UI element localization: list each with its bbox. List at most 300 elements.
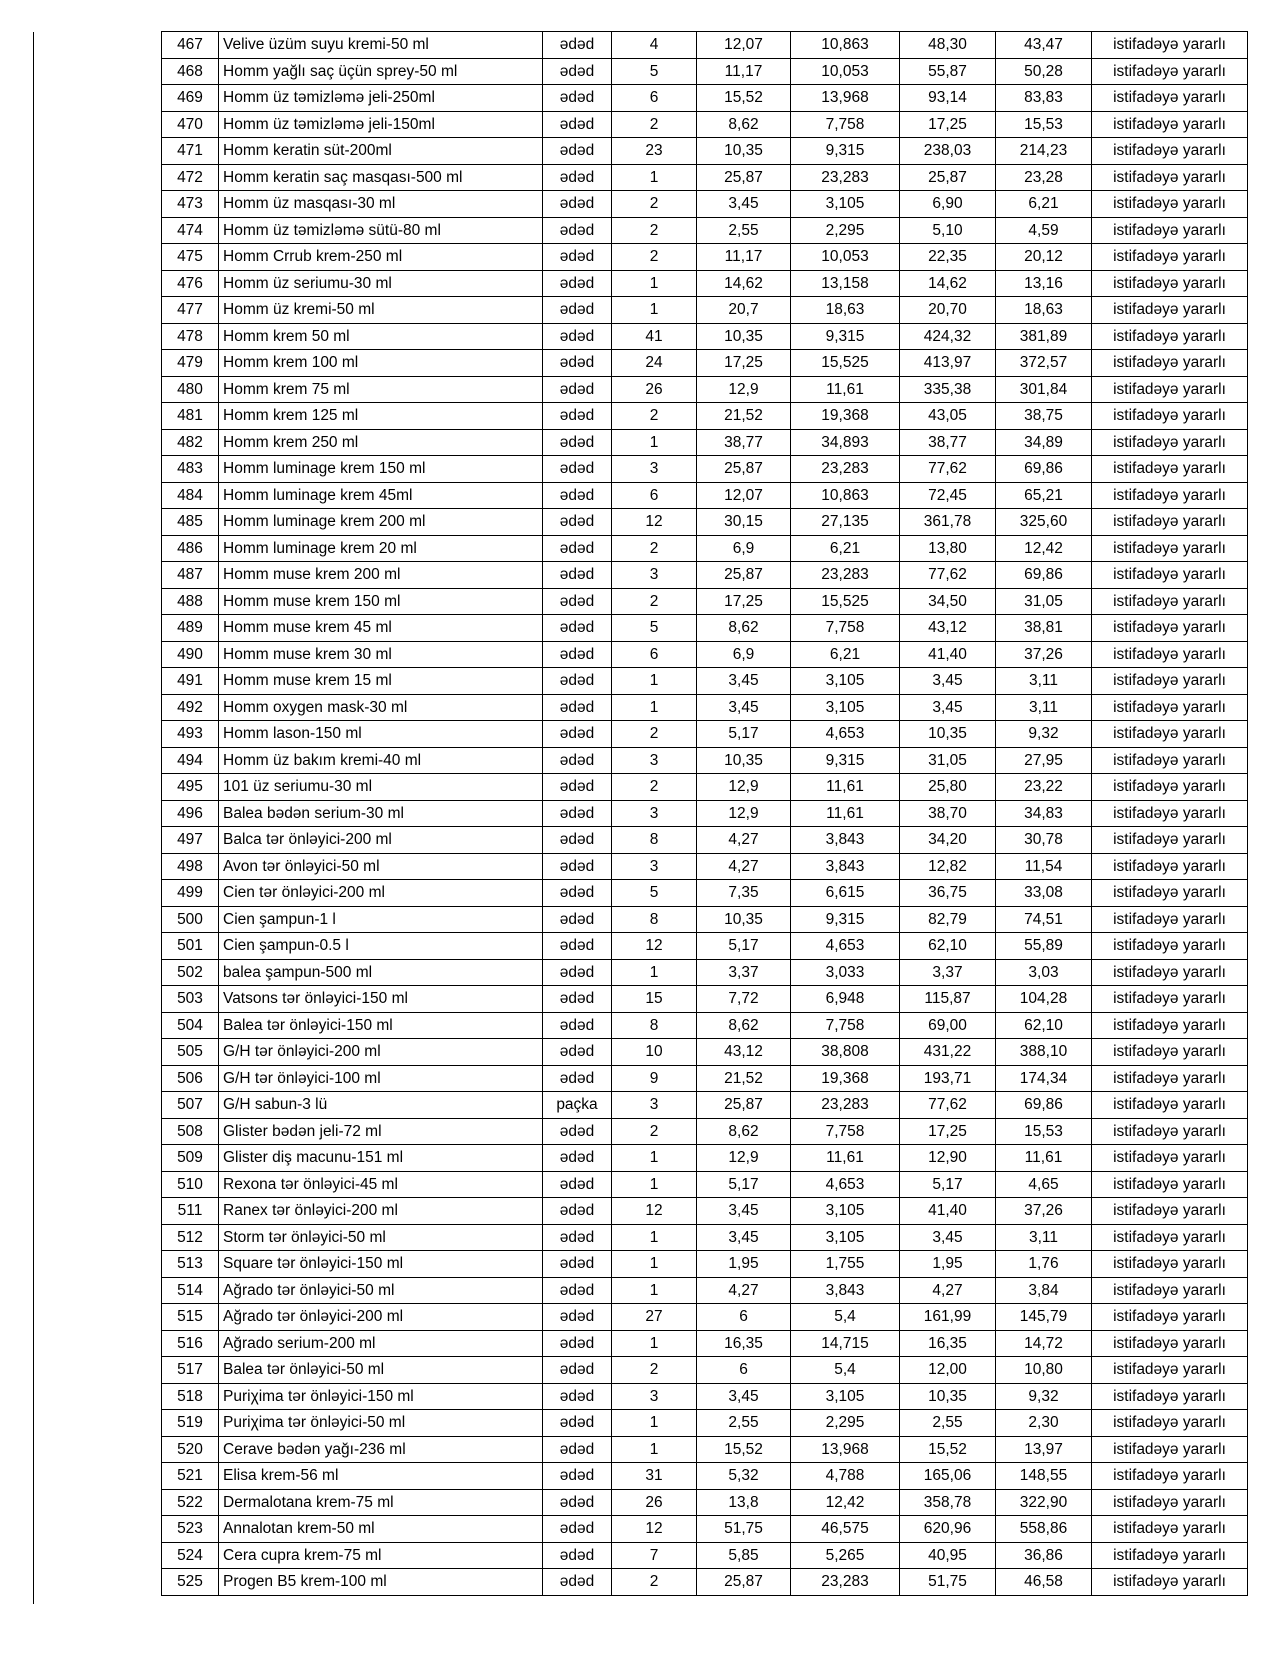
total-amount-net-cell: 46,58 [996,1569,1092,1596]
item-name-cell: Balca tər önləyici-200 ml [219,827,543,854]
row-number-cell: 507 [162,1092,219,1119]
row-number-cell: 491 [162,668,219,695]
status-cell: istifadəyə yararlı [1092,1516,1248,1543]
unit-price-net-cell: 5,265 [791,1542,900,1569]
row-number-cell: 481 [162,403,219,430]
table-row [162,800,1248,827]
status-cell: istifadəyə yararlı [1092,747,1248,774]
status-cell: istifadəyə yararlı [1092,85,1248,112]
table-row [162,1383,1248,1410]
total-amount-cell: 77,62 [900,1092,996,1119]
total-amount-net-cell: 27,95 [996,747,1092,774]
quantity-cell: 1 [612,429,697,456]
table-row [162,1304,1248,1331]
table-row [162,774,1248,801]
item-name-cell: Velive üzüm suyu kremi-50 ml [219,32,543,59]
row-number-cell: 498 [162,853,219,880]
status-cell: istifadəyə yararlı [1092,1410,1248,1437]
status-cell: istifadəyə yararlı [1092,1039,1248,1066]
quantity-cell: 26 [612,1489,697,1516]
unit-price-cell: 2,55 [697,217,791,244]
total-amount-cell: 38,77 [900,429,996,456]
row-number-cell: 524 [162,1542,219,1569]
row-number-cell: 495 [162,774,219,801]
table-row [162,933,1248,960]
total-amount-cell: 165,06 [900,1463,996,1490]
total-amount-cell: 10,35 [900,721,996,748]
row-number-cell: 525 [162,1569,219,1596]
row-number-cell: 513 [162,1251,219,1278]
unit-cell: ədəd [543,827,612,854]
item-name-cell: Ağrado tər önləyici-50 ml [219,1277,543,1304]
unit-price-net-cell: 13,158 [791,270,900,297]
unit-price-net-cell: 6,615 [791,880,900,907]
unit-price-cell: 25,87 [697,164,791,191]
row-number-cell: 480 [162,376,219,403]
total-amount-cell: 31,05 [900,747,996,774]
total-amount-net-cell: 38,75 [996,403,1092,430]
status-cell: istifadəyə yararlı [1092,350,1248,377]
total-amount-cell: 22,35 [900,244,996,271]
table-row [162,138,1248,165]
unit-price-net-cell: 14,715 [791,1330,900,1357]
unit-cell: ədəd [543,1145,612,1172]
unit-cell: paçka [543,1092,612,1119]
unit-price-cell: 3,45 [697,1224,791,1251]
total-amount-net-cell: 14,72 [996,1330,1092,1357]
item-name-cell: Balea tər önləyici-150 ml [219,1012,543,1039]
row-number-cell: 511 [162,1198,219,1225]
total-amount-cell: 3,37 [900,959,996,986]
table-row [162,350,1248,377]
item-name-cell: Balea tər önləyici-50 ml [219,1357,543,1384]
table-row [162,217,1248,244]
unit-price-net-cell: 3,843 [791,853,900,880]
unit-price-cell: 6 [697,1357,791,1384]
unit-price-net-cell: 19,368 [791,1065,900,1092]
total-amount-net-cell: 9,32 [996,1383,1092,1410]
total-amount-cell: 6,90 [900,191,996,218]
unit-price-cell: 12,9 [697,376,791,403]
status-cell: istifadəyə yararlı [1092,482,1248,509]
status-cell: istifadəyə yararlı [1092,1251,1248,1278]
unit-price-cell: 10,35 [697,906,791,933]
unit-price-cell: 17,25 [697,350,791,377]
row-number-cell: 487 [162,562,219,589]
unit-price-net-cell: 4,653 [791,933,900,960]
item-name-cell: Homm üz seriumu-30 ml [219,270,543,297]
table-row [162,747,1248,774]
unit-price-net-cell: 11,61 [791,800,900,827]
unit-price-net-cell: 11,61 [791,1145,900,1172]
unit-price-net-cell: 34,893 [791,429,900,456]
quantity-cell: 12 [612,509,697,536]
total-amount-cell: 424,32 [900,323,996,350]
quantity-cell: 2 [612,721,697,748]
status-cell: istifadəyə yararlı [1092,244,1248,271]
unit-price-net-cell: 3,033 [791,959,900,986]
quantity-cell: 8 [612,1012,697,1039]
table-row [162,429,1248,456]
status-cell: istifadəyə yararlı [1092,906,1248,933]
item-name-cell: Puriχima tər önləyici-50 ml [219,1410,543,1437]
item-name-cell: Homm Crrub krem-250 ml [219,244,543,271]
quantity-cell: 1 [612,1330,697,1357]
unit-price-net-cell: 7,758 [791,1118,900,1145]
table-row [162,323,1248,350]
row-number-cell: 492 [162,694,219,721]
unit-price-net-cell: 7,758 [791,615,900,642]
row-number-cell: 488 [162,588,219,615]
status-cell: istifadəyə yararlı [1092,959,1248,986]
unit-cell: ədəd [543,1277,612,1304]
total-amount-cell: 3,45 [900,668,996,695]
unit-price-cell: 5,17 [697,721,791,748]
total-amount-net-cell: 325,60 [996,509,1092,536]
unit-cell: ədəd [543,244,612,271]
quantity-cell: 15 [612,986,697,1013]
total-amount-cell: 16,35 [900,1330,996,1357]
unit-price-cell: 8,62 [697,1118,791,1145]
row-number-cell: 503 [162,986,219,1013]
total-amount-net-cell: 12,42 [996,535,1092,562]
total-amount-cell: 43,05 [900,403,996,430]
quantity-cell: 2 [612,191,697,218]
total-amount-cell: 93,14 [900,85,996,112]
row-number-cell: 494 [162,747,219,774]
status-cell: istifadəyə yararlı [1092,535,1248,562]
item-name-cell: Glister bədən jeli-72 ml [219,1118,543,1145]
unit-price-net-cell: 6,21 [791,641,900,668]
unit-price-cell: 6,9 [697,535,791,562]
unit-price-net-cell: 3,843 [791,1277,900,1304]
table-row [162,191,1248,218]
total-amount-cell: 413,97 [900,350,996,377]
status-cell: istifadəyə yararlı [1092,641,1248,668]
table-row [162,1516,1248,1543]
item-name-cell: Puriχima tər önləyici-150 ml [219,1383,543,1410]
table-row [162,1092,1248,1119]
item-name-cell: Elisa krem-56 ml [219,1463,543,1490]
item-name-cell: Homm krem 50 ml [219,323,543,350]
item-name-cell: Homm lason-150 ml [219,721,543,748]
item-name-cell: Homm üz təmizləmə jeli-250ml [219,85,543,112]
unit-price-net-cell: 3,105 [791,191,900,218]
unit-price-net-cell: 9,315 [791,323,900,350]
row-number-cell: 514 [162,1277,219,1304]
table-row [162,1277,1248,1304]
unit-price-net-cell: 4,788 [791,1463,900,1490]
unit-price-net-cell: 23,283 [791,164,900,191]
table-row [162,58,1248,85]
total-amount-cell: 15,52 [900,1436,996,1463]
quantity-cell: 3 [612,1383,697,1410]
total-amount-cell: 238,03 [900,138,996,165]
row-number-cell: 501 [162,933,219,960]
row-number-cell: 468 [162,58,219,85]
quantity-cell: 2 [612,111,697,138]
inventory-table [161,31,1248,1596]
unit-price-cell: 38,77 [697,429,791,456]
item-name-cell: Homm muse krem 150 ml [219,588,543,615]
unit-cell: ədəd [543,880,612,907]
table-row [162,456,1248,483]
total-amount-cell: 10,35 [900,1383,996,1410]
status-cell: istifadəyə yararlı [1092,1304,1248,1331]
total-amount-cell: 69,00 [900,1012,996,1039]
unit-cell: ədəd [543,668,612,695]
row-number-cell: 510 [162,1171,219,1198]
item-name-cell: Homm üz masqası-30 ml [219,191,543,218]
item-name-cell: Homm luminage krem 20 ml [219,535,543,562]
row-number-cell: 496 [162,800,219,827]
table-row [162,270,1248,297]
total-amount-net-cell: 83,83 [996,85,1092,112]
quantity-cell: 1 [612,1436,697,1463]
quantity-cell: 12 [612,1516,697,1543]
total-amount-cell: 161,99 [900,1304,996,1331]
quantity-cell: 1 [612,297,697,324]
unit-cell: ədəd [543,721,612,748]
row-number-cell: 493 [162,721,219,748]
total-amount-cell: 14,62 [900,270,996,297]
total-amount-cell: 43,12 [900,615,996,642]
total-amount-cell: 77,62 [900,562,996,589]
status-cell: istifadəyə yararlı [1092,827,1248,854]
row-number-cell: 486 [162,535,219,562]
total-amount-cell: 620,96 [900,1516,996,1543]
unit-cell: ədəd [543,297,612,324]
item-name-cell: Cien şampun-1 l [219,906,543,933]
quantity-cell: 31 [612,1463,697,1490]
unit-cell: ədəd [543,1436,612,1463]
unit-price-cell: 1,95 [697,1251,791,1278]
item-name-cell: Homm luminage krem 45ml [219,482,543,509]
total-amount-net-cell: 69,86 [996,562,1092,589]
unit-price-net-cell: 3,105 [791,668,900,695]
total-amount-net-cell: 145,79 [996,1304,1092,1331]
item-name-cell: Homm üz təmizləmə jeli-150ml [219,111,543,138]
status-cell: istifadəyə yararlı [1092,668,1248,695]
status-cell: istifadəyə yararlı [1092,1277,1248,1304]
status-cell: istifadəyə yararlı [1092,456,1248,483]
unit-price-cell: 3,45 [697,668,791,695]
status-cell: istifadəyə yararlı [1092,562,1248,589]
unit-price-cell: 4,27 [697,827,791,854]
total-amount-net-cell: 30,78 [996,827,1092,854]
total-amount-cell: 55,87 [900,58,996,85]
total-amount-net-cell: 62,10 [996,1012,1092,1039]
item-name-cell: Balea bədən serium-30 ml [219,800,543,827]
total-amount-net-cell: 6,21 [996,191,1092,218]
unit-cell: ədəd [543,1118,612,1145]
unit-price-cell: 7,72 [697,986,791,1013]
total-amount-cell: 62,10 [900,933,996,960]
unit-cell: ədəd [543,191,612,218]
row-number-cell: 477 [162,297,219,324]
unit-price-cell: 12,9 [697,800,791,827]
table-row [162,32,1248,59]
item-name-cell: Ağrado tər önləyici-200 ml [219,1304,543,1331]
status-cell: istifadəyə yararlı [1092,1065,1248,1092]
unit-cell: ədəd [543,270,612,297]
total-amount-net-cell: 3,84 [996,1277,1092,1304]
item-name-cell: Cera cupra krem-75 ml [219,1542,543,1569]
table-row [162,1569,1248,1596]
unit-price-cell: 5,85 [697,1542,791,1569]
inventory-table-body [162,32,1248,1596]
item-name-cell: Homm luminage krem 150 ml [219,456,543,483]
total-amount-cell: 25,80 [900,774,996,801]
total-amount-cell: 361,78 [900,509,996,536]
total-amount-net-cell: 4,65 [996,1171,1092,1198]
item-name-cell: Homm yağlı saç üçün sprey-50 ml [219,58,543,85]
total-amount-cell: 193,71 [900,1065,996,1092]
total-amount-net-cell: 34,83 [996,800,1092,827]
table-row [162,1224,1248,1251]
unit-price-net-cell: 11,61 [791,376,900,403]
unit-price-net-cell: 4,653 [791,1171,900,1198]
unit-price-net-cell: 3,843 [791,827,900,854]
status-cell: istifadəyə yararlı [1092,986,1248,1013]
total-amount-net-cell: 148,55 [996,1463,1092,1490]
row-number-cell: 508 [162,1118,219,1145]
quantity-cell: 2 [612,403,697,430]
quantity-cell: 2 [612,1569,697,1596]
table-row [162,1251,1248,1278]
total-amount-cell: 20,70 [900,297,996,324]
status-cell: istifadəyə yararlı [1092,1330,1248,1357]
quantity-cell: 2 [612,588,697,615]
total-amount-cell: 77,62 [900,456,996,483]
quantity-cell: 1 [612,694,697,721]
total-amount-cell: 72,45 [900,482,996,509]
unit-cell: ədəd [543,1251,612,1278]
row-number-cell: 522 [162,1489,219,1516]
table-row [162,668,1248,695]
total-amount-net-cell: 3,11 [996,668,1092,695]
unit-price-net-cell: 3,105 [791,1383,900,1410]
status-cell: istifadəyə yararlı [1092,880,1248,907]
table-row [162,694,1248,721]
item-name-cell: Homm oxygen mask-30 ml [219,694,543,721]
unit-price-cell: 2,55 [697,1410,791,1437]
unit-cell: ədəd [543,164,612,191]
quantity-cell: 3 [612,562,697,589]
total-amount-cell: 25,87 [900,164,996,191]
table-row [162,588,1248,615]
unit-price-net-cell: 2,295 [791,1410,900,1437]
row-number-cell: 504 [162,1012,219,1039]
unit-price-cell: 20,7 [697,297,791,324]
status-cell: istifadəyə yararlı [1092,1489,1248,1516]
total-amount-cell: 41,40 [900,641,996,668]
table-row [162,509,1248,536]
table-row [162,111,1248,138]
quantity-cell: 3 [612,1092,697,1119]
status-cell: istifadəyə yararlı [1092,800,1248,827]
total-amount-cell: 4,27 [900,1277,996,1304]
status-cell: istifadəyə yararlı [1092,1171,1248,1198]
quantity-cell: 3 [612,853,697,880]
unit-price-net-cell: 46,575 [791,1516,900,1543]
quantity-cell: 8 [612,827,697,854]
unit-price-cell: 10,35 [697,747,791,774]
unit-price-cell: 21,52 [697,403,791,430]
total-amount-cell: 17,25 [900,1118,996,1145]
quantity-cell: 5 [612,615,697,642]
unit-cell: ədəd [543,1383,612,1410]
total-amount-net-cell: 15,53 [996,111,1092,138]
unit-price-net-cell: 9,315 [791,138,900,165]
quantity-cell: 2 [612,1118,697,1145]
quantity-cell: 26 [612,376,697,403]
item-name-cell: Homm muse krem 30 ml [219,641,543,668]
table-row [162,641,1248,668]
unit-cell: ədəd [543,1224,612,1251]
row-number-cell: 474 [162,217,219,244]
item-name-cell: Ranex tər önləyici-200 ml [219,1198,543,1225]
item-name-cell: Rexona tər önləyici-45 ml [219,1171,543,1198]
unit-price-net-cell: 9,315 [791,747,900,774]
status-cell: istifadəyə yararlı [1092,111,1248,138]
table-row [162,1065,1248,1092]
status-cell: istifadəyə yararlı [1092,1198,1248,1225]
row-number-cell: 502 [162,959,219,986]
quantity-cell: 2 [612,244,697,271]
unit-price-net-cell: 3,105 [791,1224,900,1251]
unit-price-cell: 21,52 [697,1065,791,1092]
row-number-cell: 489 [162,615,219,642]
unit-cell: ədəd [543,323,612,350]
table-row [162,827,1248,854]
unit-cell: ədəd [543,774,612,801]
unit-price-net-cell: 23,283 [791,1092,900,1119]
total-amount-net-cell: 3,11 [996,694,1092,721]
item-name-cell: Homm muse krem 15 ml [219,668,543,695]
table-row [162,1357,1248,1384]
item-name-cell: Annalotan krem-50 ml [219,1516,543,1543]
unit-cell: ədəd [543,482,612,509]
item-name-cell: Cien şampun-0.5 l [219,933,543,960]
item-name-cell: Ağrado serium-200 ml [219,1330,543,1357]
unit-price-cell: 3,37 [697,959,791,986]
quantity-cell: 1 [612,1410,697,1437]
table-row [162,853,1248,880]
unit-price-cell: 25,87 [697,456,791,483]
unit-price-net-cell: 13,968 [791,1436,900,1463]
total-amount-cell: 34,20 [900,827,996,854]
status-cell: istifadəyə yararlı [1092,138,1248,165]
row-number-cell: 505 [162,1039,219,1066]
quantity-cell: 1 [612,959,697,986]
quantity-cell: 27 [612,1304,697,1331]
table-row [162,959,1248,986]
row-number-cell: 483 [162,456,219,483]
table-row [162,1542,1248,1569]
unit-cell: ədəd [543,986,612,1013]
row-number-cell: 509 [162,1145,219,1172]
row-number-cell: 518 [162,1383,219,1410]
status-cell: istifadəyə yararlı [1092,721,1248,748]
total-amount-cell: 38,70 [900,800,996,827]
unit-price-cell: 7,35 [697,880,791,907]
total-amount-net-cell: 388,10 [996,1039,1092,1066]
total-amount-net-cell: 10,80 [996,1357,1092,1384]
total-amount-net-cell: 174,34 [996,1065,1092,1092]
item-name-cell: Homm luminage krem 200 ml [219,509,543,536]
total-amount-net-cell: 11,61 [996,1145,1092,1172]
